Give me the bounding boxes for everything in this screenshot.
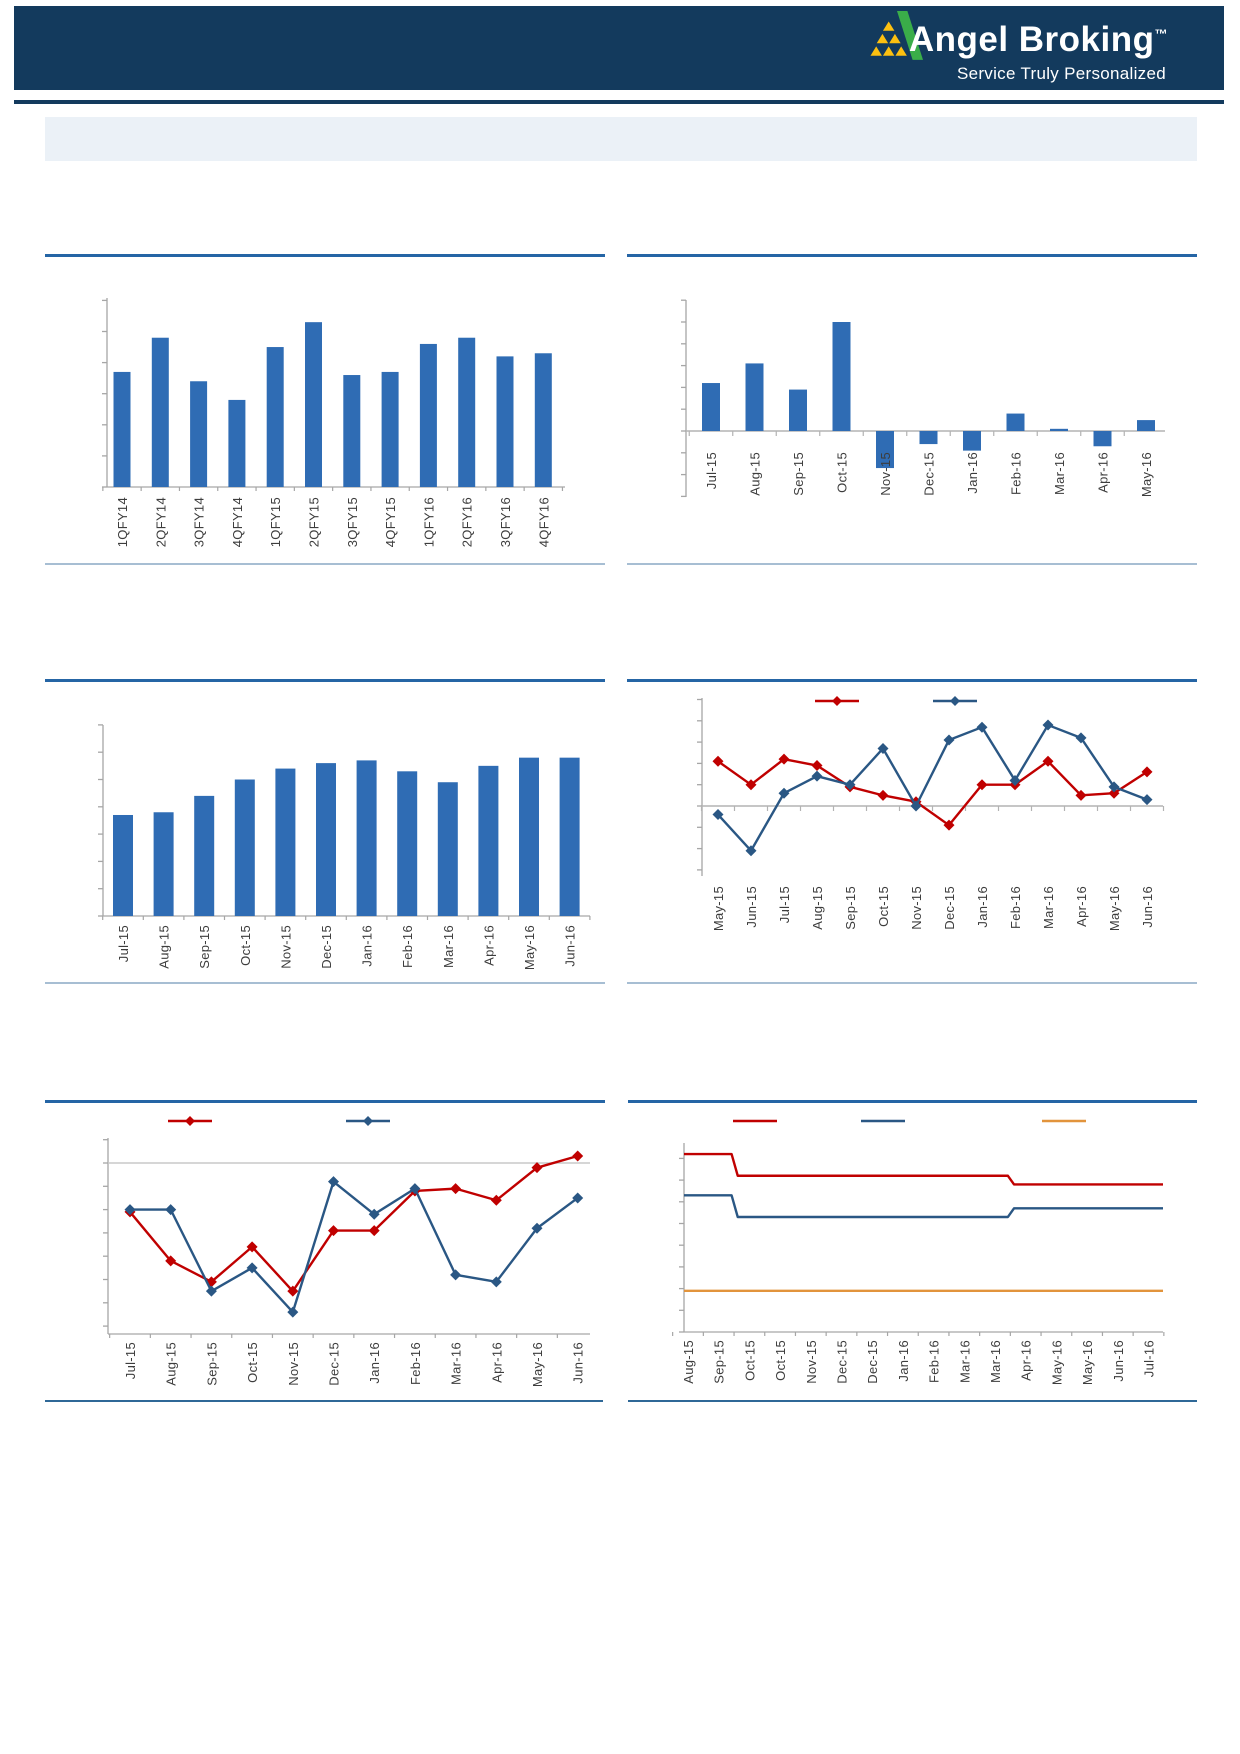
svg-text:May-16: May-16 [1107, 886, 1122, 932]
svg-text:Jun-16: Jun-16 [570, 1342, 586, 1384]
svg-text:Jan-16: Jan-16 [359, 925, 375, 967]
svg-text:1QFY15: 1QFY15 [268, 497, 284, 548]
svg-text:May-16: May-16 [1080, 1340, 1096, 1386]
svg-text:Nov-15: Nov-15 [878, 452, 893, 496]
svg-text:Dec-15: Dec-15 [942, 886, 957, 930]
svg-text:May-16: May-16 [530, 1342, 545, 1388]
svg-text:May-16: May-16 [1049, 1340, 1065, 1386]
chart-4-title-rule [627, 679, 1197, 682]
svg-text:Jan-16: Jan-16 [367, 1342, 383, 1384]
section-divider [628, 1400, 1197, 1402]
svg-text:Jan-16: Jan-16 [975, 886, 990, 928]
chart-monthly-posneg-bar [620, 260, 1200, 560]
chart-monthly-trend-bar [40, 685, 610, 980]
svg-text:Feb-16: Feb-16 [926, 1340, 942, 1383]
svg-text:Mar-16: Mar-16 [440, 925, 456, 968]
svg-text:Jan-16: Jan-16 [895, 1340, 911, 1382]
brand-tagline: Service Truly Personalized [956, 64, 1166, 83]
svg-text:Feb-16: Feb-16 [407, 1342, 423, 1385]
section-divider [45, 1400, 603, 1402]
chart-1-title-rule [45, 254, 605, 257]
svg-text:2QFY15: 2QFY15 [306, 497, 322, 548]
svg-text:1QFY14: 1QFY14 [115, 497, 130, 548]
svg-text:Jul-15: Jul-15 [704, 452, 719, 490]
svg-text:Sep-15: Sep-15 [791, 452, 806, 496]
header-bar [14, 6, 1224, 90]
svg-text:Feb-16: Feb-16 [1008, 452, 1024, 495]
svg-text:Jul-15: Jul-15 [116, 925, 131, 963]
svg-text:Oct-15: Oct-15 [876, 886, 891, 927]
svg-text:Sep-15: Sep-15 [843, 886, 858, 930]
svg-text:3QFY14: 3QFY14 [191, 497, 207, 548]
svg-text:May-15: May-15 [711, 886, 726, 932]
svg-text:Jun-16: Jun-16 [562, 925, 578, 967]
chart-step-lines [620, 1105, 1200, 1398]
svg-text:Nov-15: Nov-15 [278, 925, 294, 969]
svg-text:Oct-15: Oct-15 [237, 925, 253, 966]
svg-text:Oct-15: Oct-15 [773, 1340, 789, 1381]
svg-text:Jul-16: Jul-16 [1141, 1340, 1157, 1378]
svg-text:Oct-15: Oct-15 [834, 452, 850, 493]
svg-text:Apr-16: Apr-16 [481, 925, 497, 966]
svg-text:Oct-15: Oct-15 [245, 1342, 261, 1383]
svg-text:4QFY14: 4QFY14 [229, 497, 245, 548]
svg-text:Dec-15: Dec-15 [326, 1342, 342, 1386]
svg-text:4QFY16: 4QFY16 [536, 497, 552, 548]
svg-text:Jan-16: Jan-16 [965, 452, 980, 494]
svg-text:Mar-16: Mar-16 [988, 1340, 1003, 1383]
svg-text:Sep-15: Sep-15 [204, 1342, 220, 1386]
svg-text:Feb-16: Feb-16 [400, 925, 416, 968]
svg-text:Mar-16: Mar-16 [1052, 452, 1067, 495]
svg-text:4QFY15: 4QFY15 [383, 497, 399, 548]
svg-text:2QFY16: 2QFY16 [459, 497, 475, 548]
svg-text:Dec-15: Dec-15 [319, 925, 334, 969]
chart-3-title-rule [45, 679, 605, 682]
svg-text:Jul-15: Jul-15 [123, 1342, 138, 1380]
svg-text:3QFY16: 3QFY16 [498, 497, 513, 548]
chart-dual-line-mid [620, 685, 1200, 980]
svg-text:Aug-15: Aug-15 [163, 1342, 179, 1386]
svg-text:Jul-15: Jul-15 [777, 886, 792, 924]
svg-text:Oct-15: Oct-15 [742, 1340, 758, 1381]
svg-text:1QFY16: 1QFY16 [421, 497, 437, 548]
header-underline [14, 100, 1224, 104]
section-divider [627, 982, 1197, 984]
brand-name: Angel Broking™ [908, 20, 1168, 59]
svg-text:Nov-15: Nov-15 [909, 886, 924, 930]
chart-5-title-rule [45, 1100, 605, 1103]
svg-text:Aug-15: Aug-15 [747, 452, 763, 496]
svg-text:Apr-16: Apr-16 [489, 1342, 505, 1383]
svg-text:Feb-16: Feb-16 [1008, 886, 1023, 929]
svg-text:Aug-15: Aug-15 [156, 925, 172, 969]
svg-text:Nov-15: Nov-15 [803, 1340, 819, 1384]
section-divider [45, 563, 605, 565]
trademark: ™ [1154, 26, 1168, 42]
svg-text:Sep-15: Sep-15 [197, 925, 213, 969]
svg-text:May-16: May-16 [522, 925, 537, 971]
svg-text:Dec-15: Dec-15 [921, 452, 937, 496]
section-divider [45, 982, 605, 984]
svg-text:Apr-16: Apr-16 [1018, 1340, 1034, 1381]
svg-text:Aug-15: Aug-15 [810, 886, 825, 930]
section-divider [627, 563, 1197, 565]
svg-text:Apr-16: Apr-16 [1095, 452, 1111, 493]
svg-text:Dec-15: Dec-15 [834, 1340, 850, 1384]
svg-text:Sep-15: Sep-15 [711, 1340, 727, 1384]
svg-text:Dec-15: Dec-15 [865, 1340, 881, 1384]
svg-text:May-16: May-16 [1139, 452, 1154, 498]
svg-text:2QFY14: 2QFY14 [153, 497, 169, 548]
svg-text:Nov-15: Nov-15 [285, 1342, 301, 1386]
chart-6-title-rule [628, 1100, 1197, 1103]
chart-dual-line-bottom [40, 1105, 620, 1398]
svg-text:Jun-16: Jun-16 [1140, 886, 1155, 928]
svg-text:Mar-16: Mar-16 [957, 1340, 973, 1383]
summary-panel [45, 117, 1197, 161]
svg-text:Jun-15: Jun-15 [744, 886, 759, 928]
svg-text:Mar-16: Mar-16 [1041, 886, 1056, 929]
chart-2-title-rule [627, 254, 1197, 257]
svg-text:Apr-16: Apr-16 [1074, 886, 1089, 927]
chart-quarterly-bar [40, 260, 610, 560]
svg-text:3QFY15: 3QFY15 [344, 497, 360, 548]
svg-text:Jun-16: Jun-16 [1110, 1340, 1126, 1382]
svg-text:Aug-15: Aug-15 [681, 1340, 696, 1384]
svg-text:Mar-16: Mar-16 [448, 1342, 464, 1385]
